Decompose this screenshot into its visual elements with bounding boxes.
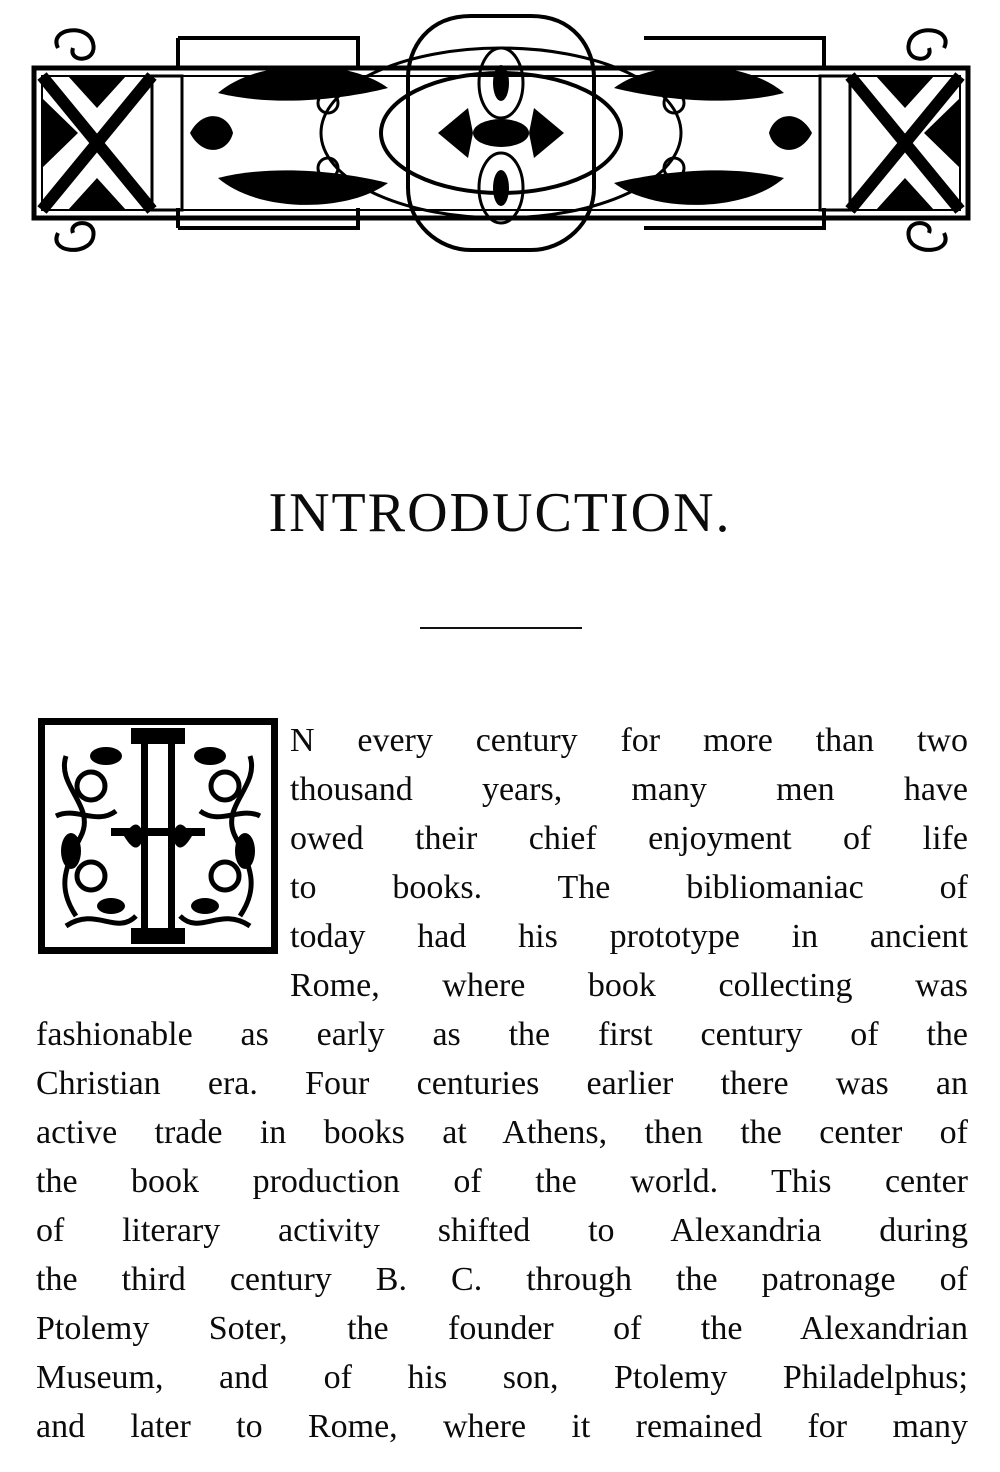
text-line: of literary activity shifted to Alexandria during (36, 1212, 968, 1249)
text-line: to books. The bibliomaniac of (290, 869, 968, 906)
text-line: Rome, where book collecting was (290, 967, 968, 1004)
text-line: Ptolemy Soter, the founder of the Alexandrian (36, 1310, 968, 1347)
title-divider (420, 627, 582, 629)
text-line: the third century B. C. through the patronage of (36, 1261, 968, 1298)
text-line: owed their chief enjoyment of life (290, 820, 968, 857)
text-line: Christian era. Four centuries earlier there was an (36, 1065, 968, 1102)
text-line: thousand years, many men have (290, 771, 968, 808)
text-line: Museum, and of his son, Ptolemy Philadelphus; (36, 1359, 968, 1396)
text-line: fashionable as early as the first century of the (36, 1016, 968, 1053)
text-line: active trade in books at Athens, then the center of (36, 1114, 968, 1151)
text-line: and later to Rome, where it remained for many (36, 1408, 968, 1445)
ornamental-headpiece (28, 8, 974, 258)
page-title: INTRODUCTION. (268, 482, 732, 544)
text-line: the book production of the world. This center (36, 1163, 968, 1200)
text-line: today had his prototype in ancient (290, 918, 968, 955)
text-line: N every century for more than two (290, 722, 968, 759)
dropcap-letter (36, 716, 280, 956)
